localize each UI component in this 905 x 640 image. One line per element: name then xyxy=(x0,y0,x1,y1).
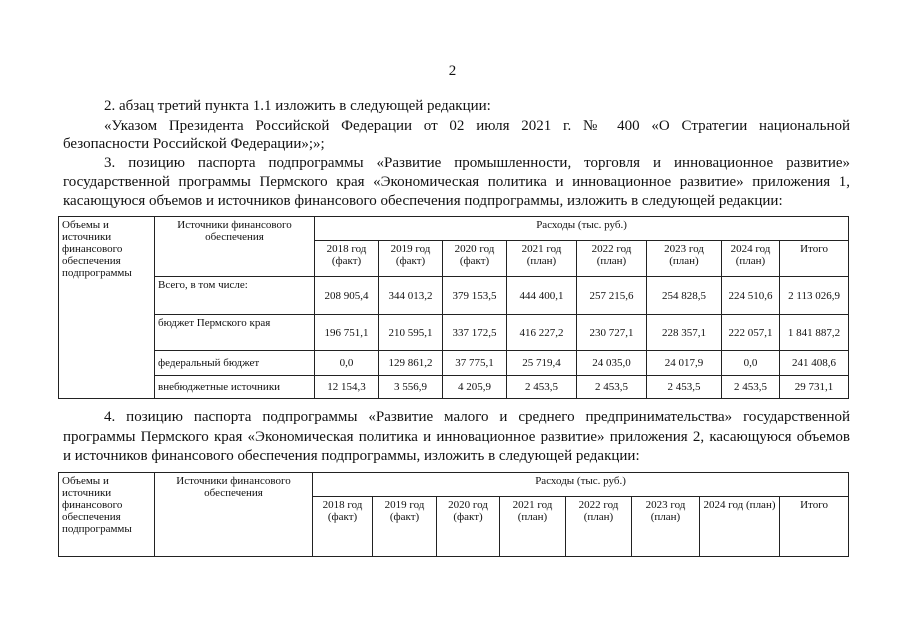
t2-header-sources: Источники финансового обеспечения xyxy=(155,473,313,557)
financing-table-2 xyxy=(58,472,849,557)
t1-total-header: Итого xyxy=(780,241,849,277)
cell-value: 24 017,9 xyxy=(647,351,722,376)
paragraph-2-quote-line-2: безопасности Российской Федерации»;»; xyxy=(63,136,325,152)
cell-value: 25 719,4 xyxy=(507,351,577,376)
cell-value: 230 727,1 xyxy=(577,315,647,351)
cell-value: 254 828,5 xyxy=(647,277,722,315)
t2-year-2018: 2018 год (факт) xyxy=(313,497,373,557)
cell-value: 208 905,4 xyxy=(315,277,379,315)
t1-year-2024: 2024 год (план) xyxy=(722,241,780,277)
cell-value: 2 453,5 xyxy=(507,376,577,399)
table-row xyxy=(59,315,849,351)
t1-year-2022: 2022 год (план) xyxy=(577,241,647,277)
t2-total-header: Итого xyxy=(780,497,849,557)
row-label: федеральный бюджет xyxy=(155,351,315,376)
cell-value: 222 057,1 xyxy=(722,315,780,351)
t1-year-2023: 2023 год (план) xyxy=(647,241,722,277)
cell-value: 4 205,9 xyxy=(443,376,507,399)
cell-value: 196 751,1 xyxy=(315,315,379,351)
paragraph-2: 2. абзац третий пункта 1.1 изложить в следующей редакции: xyxy=(104,98,491,114)
t2-year-2021: 2021 год (план) xyxy=(500,497,566,557)
cell-value: 2 453,5 xyxy=(577,376,647,399)
cell-value: 344 013,2 xyxy=(379,277,443,315)
cell-value: 257 215,6 xyxy=(577,277,647,315)
paragraph-4-line-3: и источников финансового обеспечения подпрограммы, изложить в следующей редакции: xyxy=(63,448,640,464)
t2-header-volumes: Объемы и источники финансового обеспечения подпрограммы xyxy=(59,473,155,557)
cell-value: 416 227,2 xyxy=(507,315,577,351)
row-label: бюджет Пермского края xyxy=(155,315,315,351)
cell-value: 2 453,5 xyxy=(647,376,722,399)
paragraph-2-quote-line-1: «Указом Президента Российской Федерации от 02 июля 2021 г. № 400 «О Стратегии национальной xyxy=(104,118,850,134)
t2-year-2023: 2023 год (план) xyxy=(632,497,700,557)
row-label: Всего, в том числе: xyxy=(155,277,315,315)
cell-value: 1 841 887,2 xyxy=(780,315,849,351)
cell-value: 129 861,2 xyxy=(379,351,443,376)
cell-value: 0,0 xyxy=(722,351,780,376)
t2-year-2024: 2024 год (план) xyxy=(700,497,780,557)
paragraph-3-line-1: 3. позицию паспорта подпрограммы «Развитие промышленности, торговля и инновационное развитие» xyxy=(104,155,850,171)
cell-value: 37 775,1 xyxy=(443,351,507,376)
cell-value: 241 408,6 xyxy=(780,351,849,376)
table-row xyxy=(59,277,849,315)
t1-year-2018: 2018 год (факт) xyxy=(315,241,379,277)
cell-value: 29 731,1 xyxy=(780,376,849,399)
t2-year-2022: 2022 год (план) xyxy=(566,497,632,557)
t2-year-2020: 2020 год (факт) xyxy=(437,497,500,557)
paragraph-4-line-2: программы Пермского края «Экономическая политика и инновационное развитие» приложения 2, касающуюся объемов xyxy=(63,429,850,445)
t2-header-expenses: Расходы (тыс. руб.) xyxy=(313,473,849,497)
page-number: 2 xyxy=(448,63,457,79)
paragraph-3-line-3: касающуюся объемов и источников финансового обеспечения подпрограммы, изложить в следующей редакции: xyxy=(63,193,783,209)
t2-year-2019: 2019 год (факт) xyxy=(373,497,437,557)
t1-year-2021: 2021 год (план) xyxy=(507,241,577,277)
cell-value: 379 153,5 xyxy=(443,277,507,315)
cell-value: 224 510,6 xyxy=(722,277,780,315)
cell-value: 3 556,9 xyxy=(379,376,443,399)
cell-value: 12 154,3 xyxy=(315,376,379,399)
cell-value: 444 400,1 xyxy=(507,277,577,315)
t1-header-expenses: Расходы (тыс. руб.) xyxy=(315,217,849,241)
cell-value: 2 113 026,9 xyxy=(780,277,849,315)
cell-value: 228 357,1 xyxy=(647,315,722,351)
table-row xyxy=(59,376,849,399)
table-row xyxy=(59,351,849,376)
t1-header-sources: Источники финансового обеспечения xyxy=(155,217,315,277)
cell-value: 337 172,5 xyxy=(443,315,507,351)
cell-value: 0,0 xyxy=(315,351,379,376)
cell-value: 210 595,1 xyxy=(379,315,443,351)
t1-year-2020: 2020 год (факт) xyxy=(443,241,507,277)
financing-table-1 xyxy=(58,216,849,399)
t1-header-volumes: Объемы и источники финансового обеспечения подпрограммы xyxy=(59,217,155,399)
t1-year-2019: 2019 год (факт) xyxy=(379,241,443,277)
paragraph-3-line-2: государственной программы Пермского края «Экономическая политика и инновационное развитие» приложения 1, xyxy=(63,174,850,190)
row-label: внебюджетные источники xyxy=(155,376,315,399)
paragraph-4-line-1: 4. позицию паспорта подпрограммы «Развитие малого и среднего предпринимательства» государственной xyxy=(104,409,850,425)
cell-value: 2 453,5 xyxy=(722,376,780,399)
cell-value: 24 035,0 xyxy=(577,351,647,376)
